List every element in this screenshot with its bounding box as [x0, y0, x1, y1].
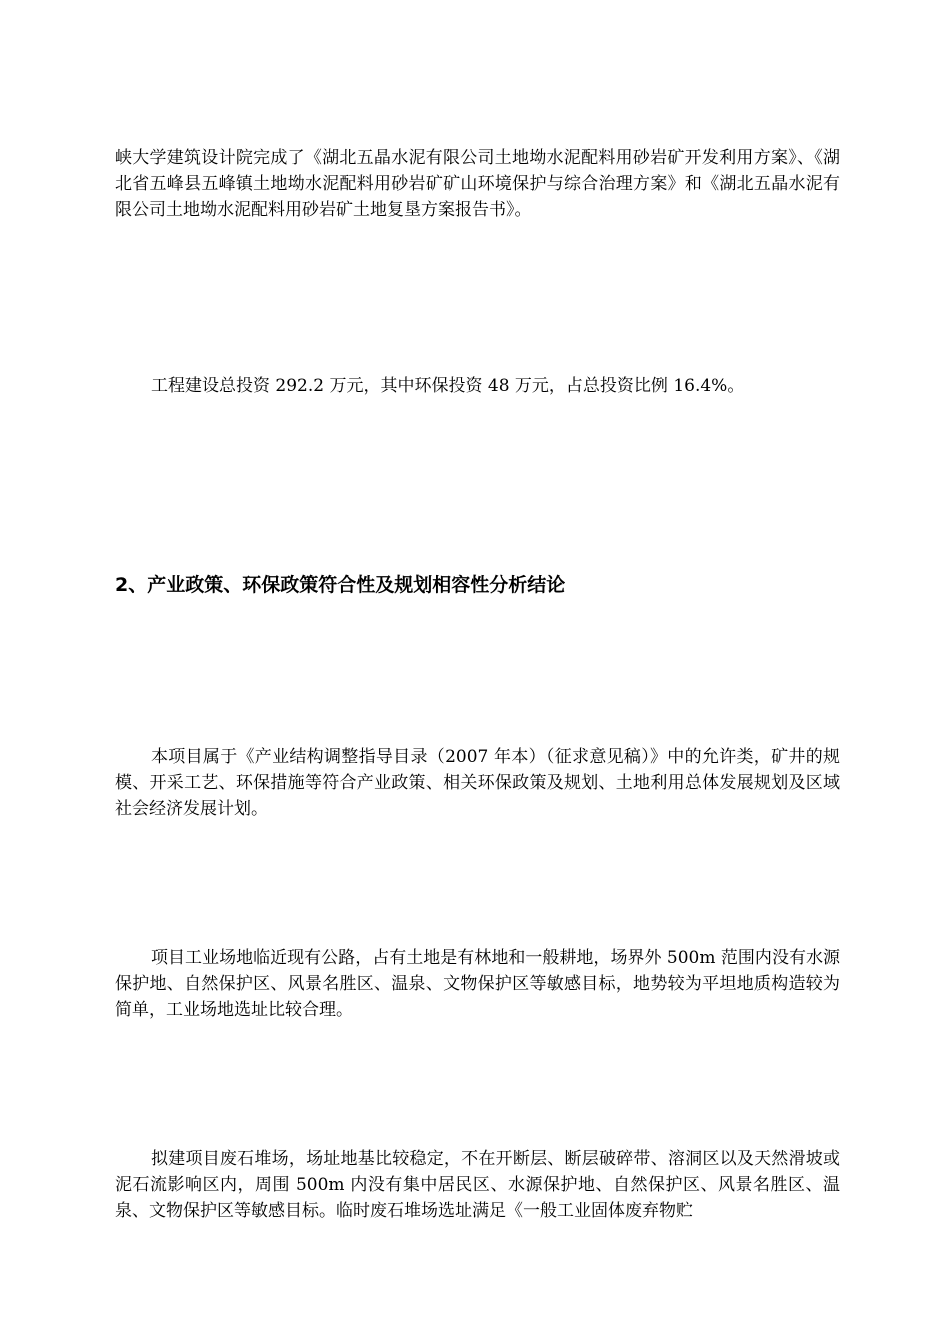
paragraph-industry-policy: 本项目属于《产业结构调整指导目录（2007 年本）（征求意见稿）》中的允许类，矿井的规模、开采工艺、环保措施等符合产业政策、相关环保政策及规划、土地利用总体发展规划及区域社会经济发展计划。: [115, 747, 840, 819]
paragraph-investment: 工程建设总投资 292.2 万元，其中环保投资 48 万元，占总投资比例 16.4%。: [151, 376, 745, 396]
section-heading-policy-conformity: 2、产业政策、环保政策符合性及规划相容性分析结论: [115, 574, 566, 596]
paragraph-waste-rock-yard: 拟建项目废石堆场，场址地基比较稳定，不在开断层、断层破碎带、溶洞区以及天然滑坡或泥石流影响区内，周围 500m 内没有集中居民区、水源保护地、自然保护区、风景名胜区、温泉、文物保护区等敏感目标。临时废石堆场选址满足《一般工业固体废弃物贮: [115, 1149, 840, 1221]
paragraph-industrial-site: 项目工业场地临近现有公路，占有土地是有林地和一般耕地，场界外 500m 范围内没有水源保护地、自然保护区、风景名胜区、温泉、文物保护区等敏感目标，地势较为平坦地质构造较为简单，工业场地选址比较合理。: [115, 948, 840, 1020]
paragraph-development-plans: 峡大学建筑设计院完成了《湖北五晶水泥有限公司土地坳水泥配料用砂岩矿开发利用方案》、《湖北省五峰县五峰镇土地坳水泥配料用砂岩矿矿山环境保护与综合治理方案》和《湖北五晶水泥有限公司土地坳水泥配料用砂岩矿土地复垦方案报告书》。: [115, 148, 840, 220]
